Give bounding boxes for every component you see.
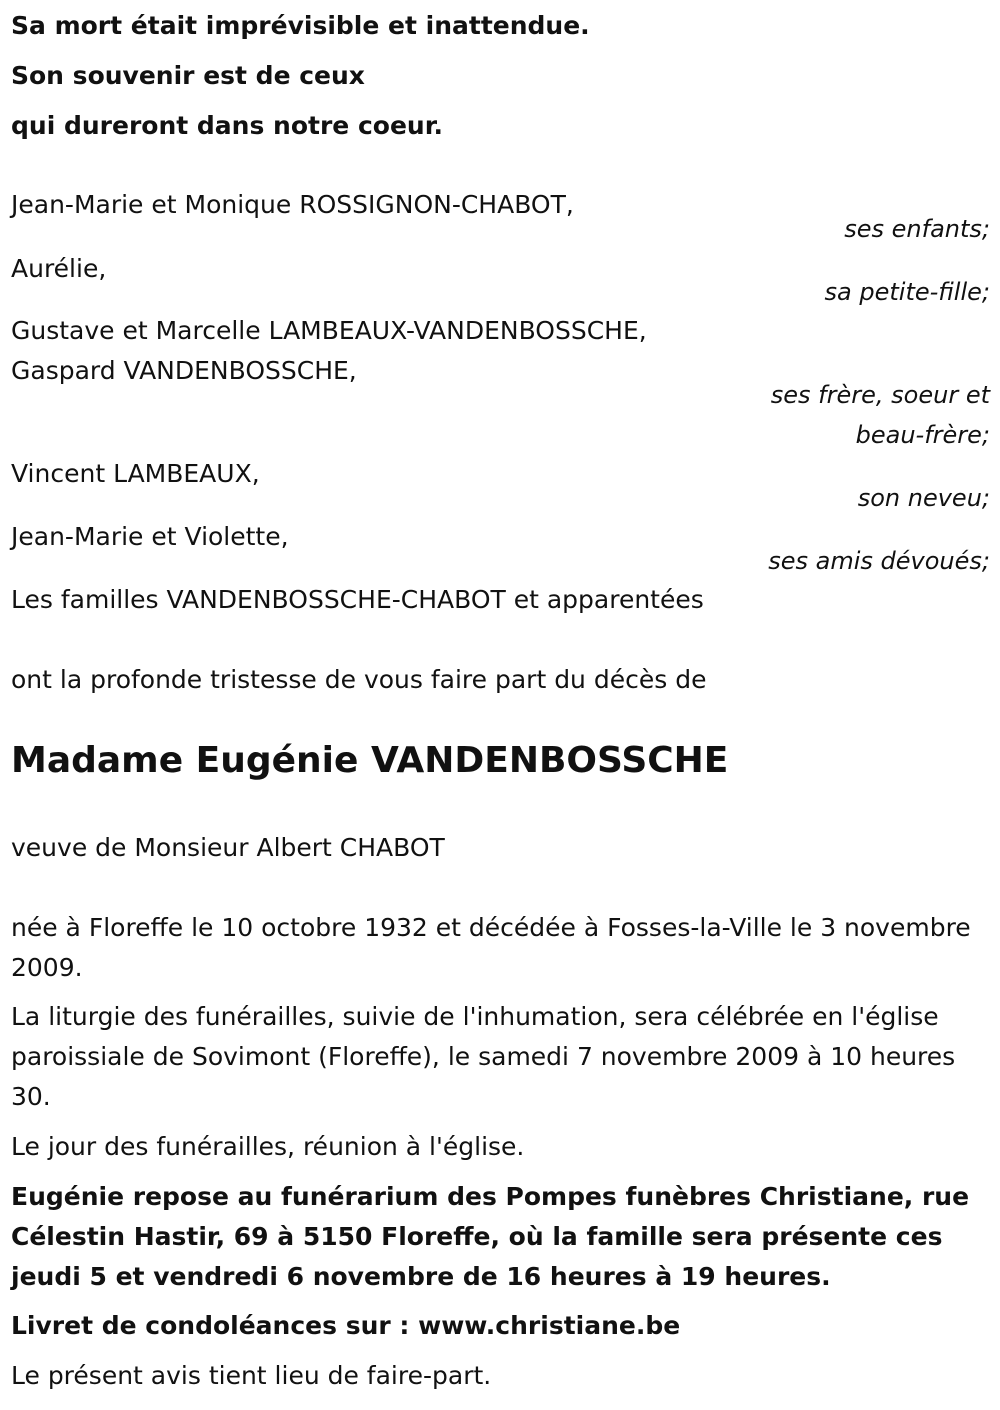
family-granddaughter-names: Aurélie, bbox=[11, 254, 107, 283]
family-children-relation: ses enfants; bbox=[844, 215, 990, 243]
family-siblings-names: Gustave et Marcelle LAMBEAUX-VANDENBOSSCHE, bbox=[11, 316, 647, 345]
family-friends-relation: ses amis dévoués; bbox=[768, 547, 990, 575]
notice: Le présent avis tient lieu de faire-part. bbox=[11, 1361, 492, 1390]
condolences: Livret de condoléances sur : www.christiane.be bbox=[11, 1311, 681, 1340]
family-siblings-names-2: Gaspard VANDENBOSSCHE, bbox=[11, 356, 357, 385]
family-nephew-names: Vincent LAMBEAUX, bbox=[11, 459, 260, 488]
family-friends-names: Jean-Marie et Violette, bbox=[11, 522, 289, 551]
intro-line-1: Sa mort était imprévisible et inattendue. bbox=[11, 11, 590, 40]
funerarium: Eugénie repose au funérarium des Pompes funèbres Christiane, rue Célestin Hastir, 69 à 5150 Floreffe, où la famille sera présente ces jeudi 5 et vendredi 6 novembre de 16 heures à 19 heures. bbox=[11, 1182, 970, 1291]
family-children-names: Jean-Marie et Monique ROSSIGNON-CHABOT, bbox=[11, 190, 574, 219]
family-nephew-relation: son neveu; bbox=[857, 484, 990, 512]
family-siblings-relation: ses frère, soeur et bbox=[770, 381, 990, 409]
intro-line-3: qui dureront dans notre coeur. bbox=[11, 111, 443, 140]
gathering: Le jour des funérailles, réunion à l'église. bbox=[11, 1132, 525, 1161]
liturgy: La liturgie des funérailles, suivie de l'inhumation, sera célébrée en l'église paroissiale de Sovimont (Floreffe), le samedi 7 novembre 2009 à 10 heures 30. bbox=[11, 1002, 956, 1111]
family-siblings-relation-2: beau-frère; bbox=[855, 421, 990, 449]
deceased-name: Madame Eugénie VANDENBOSSCHE bbox=[11, 740, 729, 781]
announcement: ont la profonde tristesse de vous faire part du décès de bbox=[11, 665, 707, 694]
intro-line-2: Son souvenir est de ceux bbox=[11, 61, 365, 90]
birth-death: née à Floreffe le 10 octobre 1932 et décédée à Fosses-la-Ville le 3 novembre 2009. bbox=[11, 913, 971, 982]
family-granddaughter-relation: sa petite-fille; bbox=[824, 278, 990, 306]
widow-of: veuve de Monsieur Albert CHABOT bbox=[11, 833, 445, 862]
family-relatives-names: Les familles VANDENBOSSCHE-CHABOT et apparentées bbox=[11, 585, 704, 614]
